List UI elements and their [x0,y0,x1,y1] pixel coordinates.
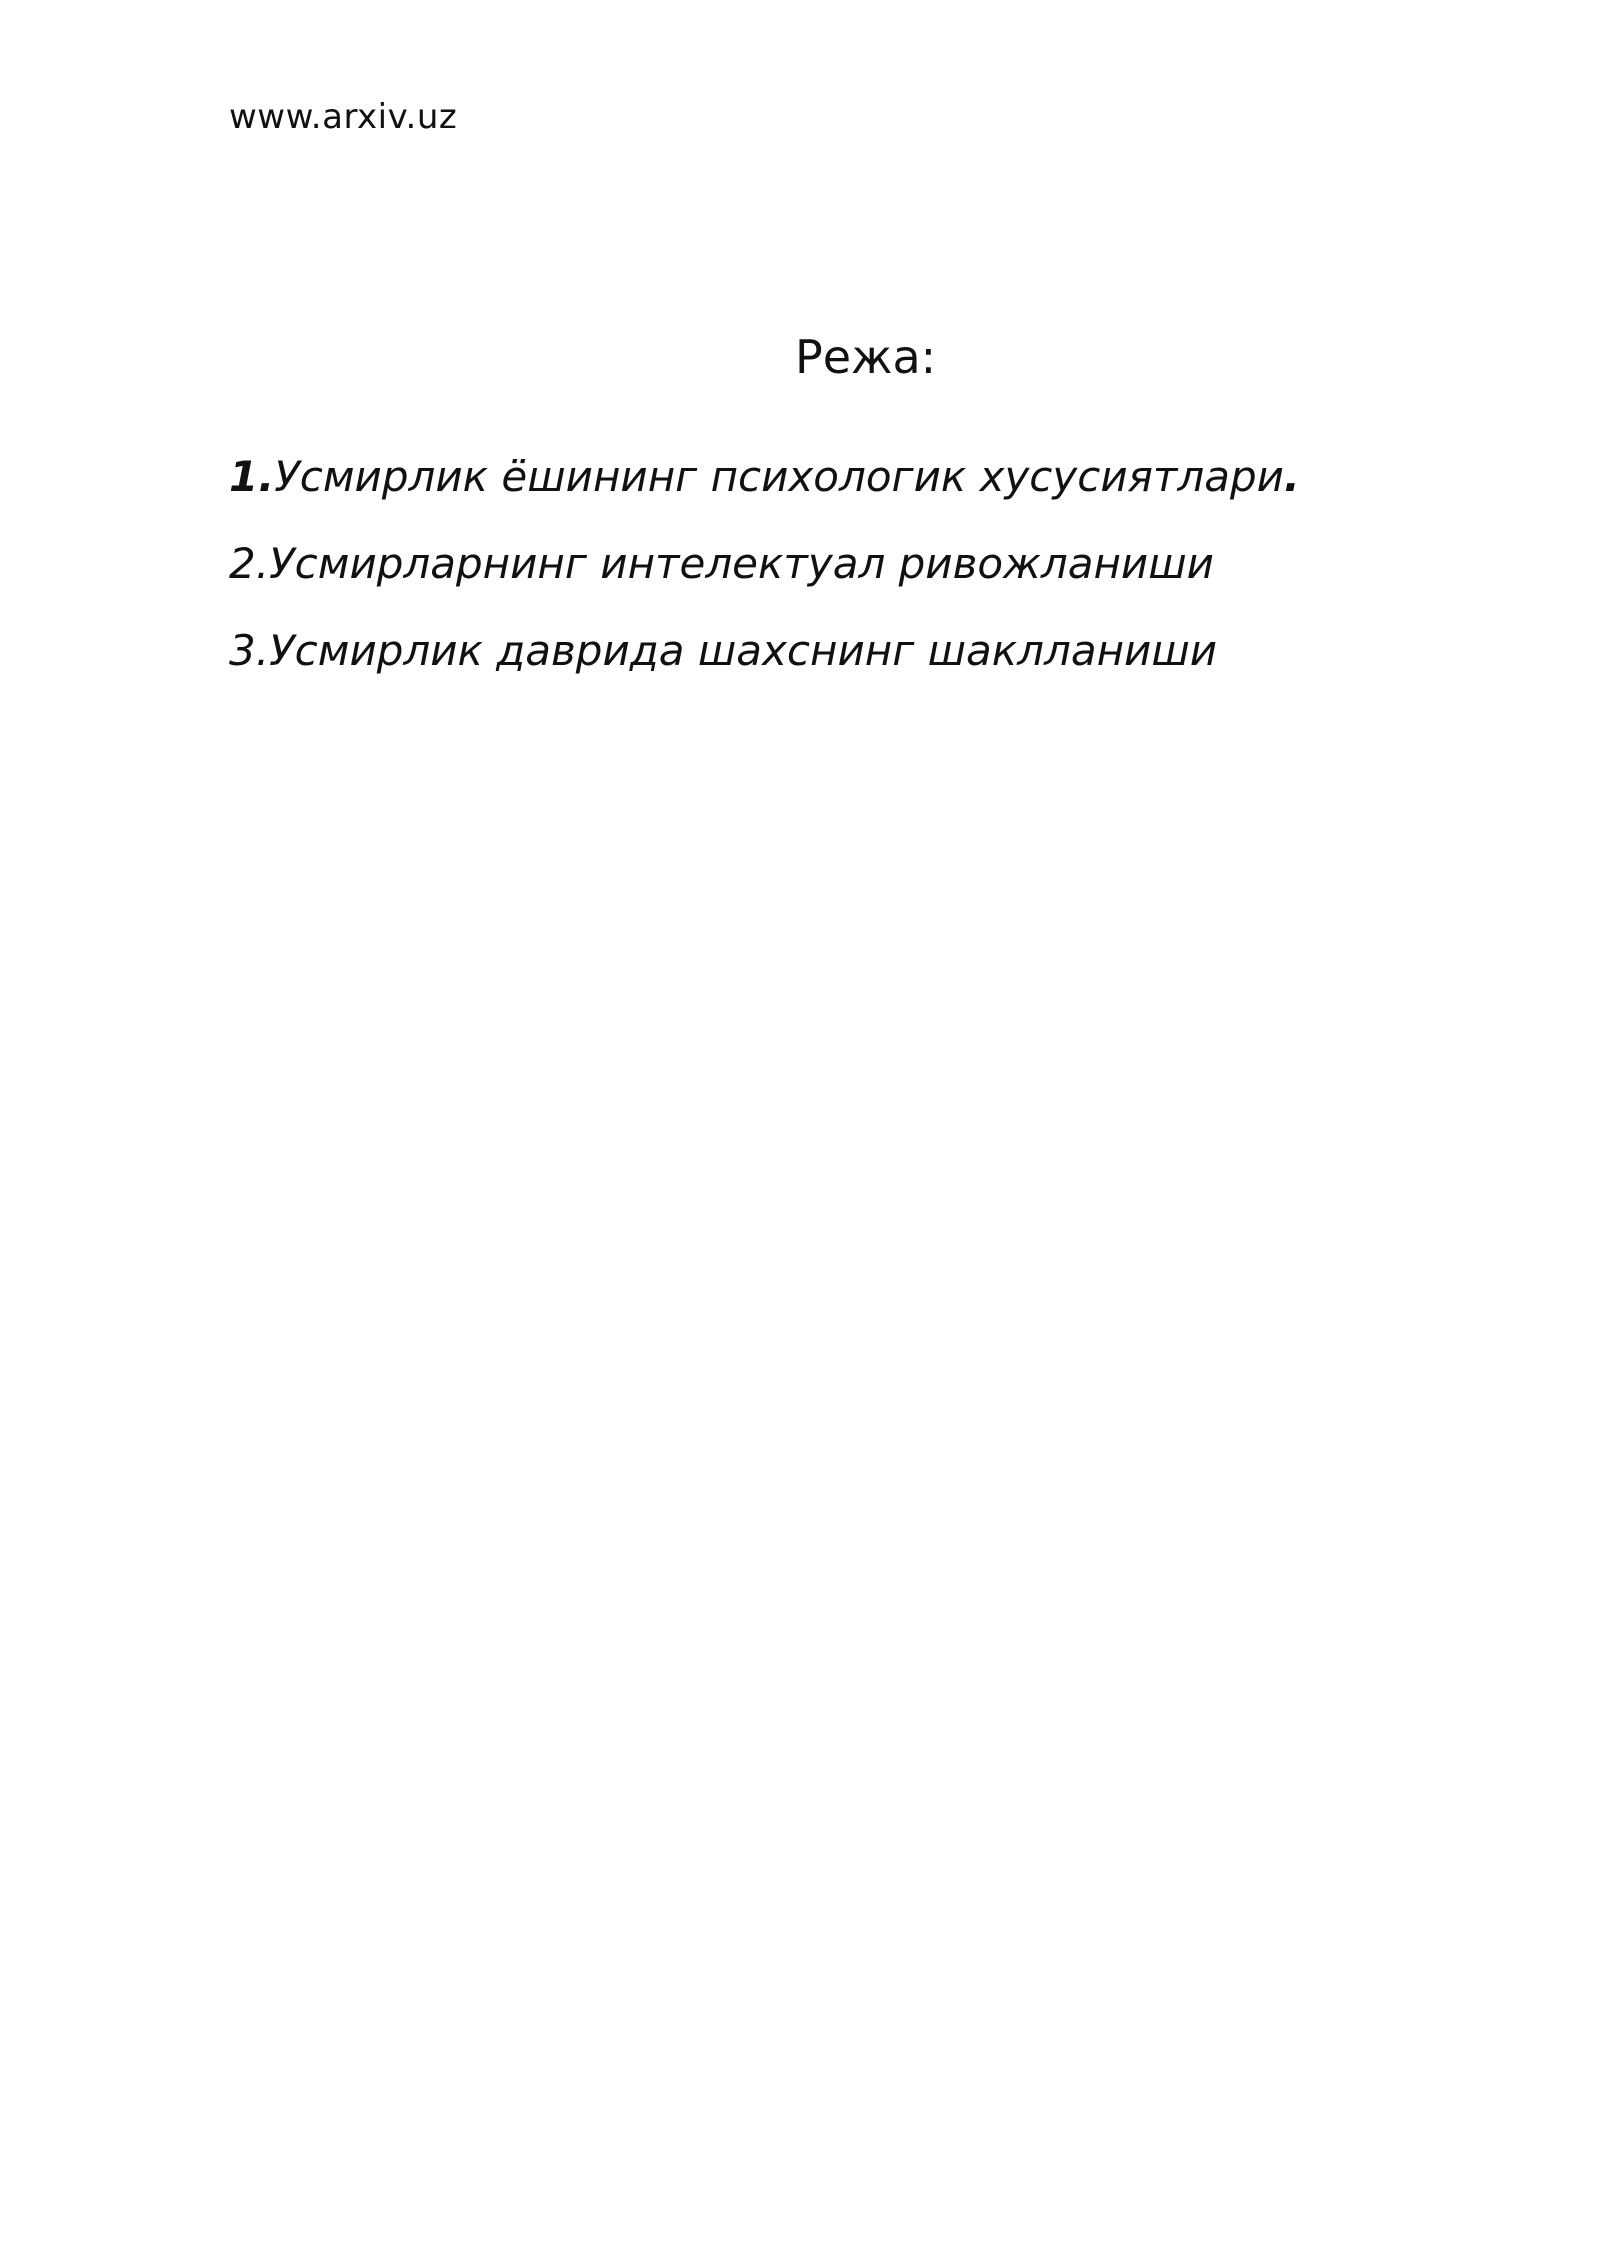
plan-item-text: Усмирлик ёшининг психологик хусусиятлари [274,452,1284,501]
plan-item-text: Усмирлик даврида шахснинг шаклланиши [269,626,1218,675]
plan-item-1 [229,433,1300,520]
plan-item-number: 3. [229,626,270,675]
plan-item-text: Усмирларнинг интелектуал ривожланиши [269,539,1214,588]
plan-title: Режа: [795,330,937,384]
site-url: www.arxiv.uz [229,97,458,137]
plan-item-number: 1. [229,452,275,501]
plan-list [229,433,1300,694]
plan-item-3 [229,607,1300,694]
plan-item-2 [229,520,1300,607]
plan-item-number: 2. [229,539,270,588]
plan-item-end: . [1283,452,1300,501]
